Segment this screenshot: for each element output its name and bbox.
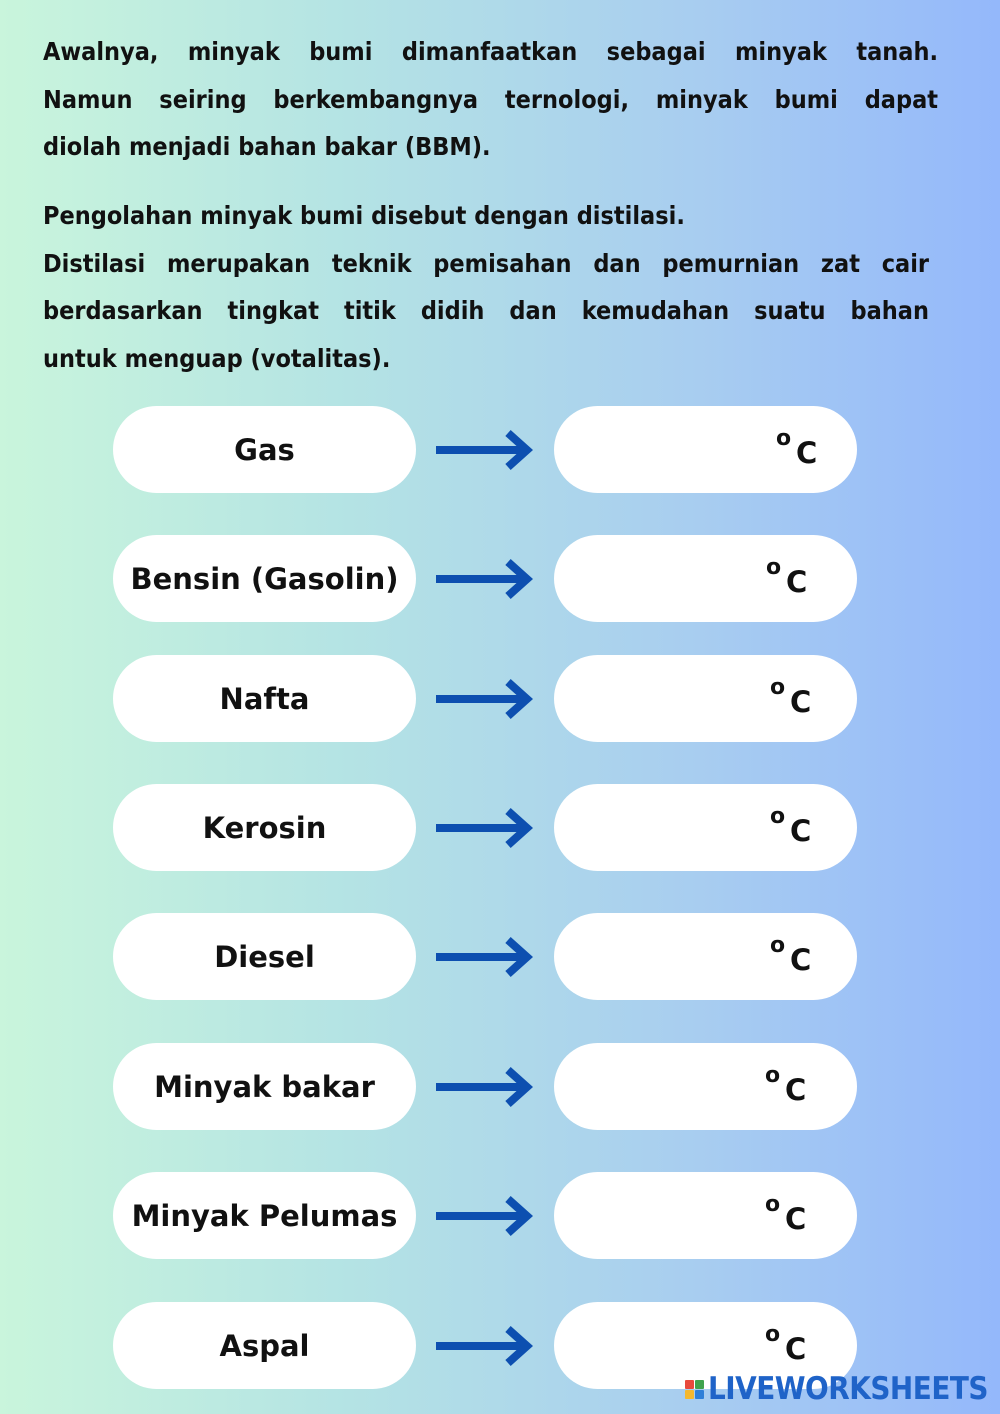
celsius-letter: C	[790, 685, 812, 719]
temperature-answer-box[interactable]	[554, 1172, 857, 1259]
fraction-name-pill	[113, 535, 416, 622]
fraction-name-pill	[113, 913, 416, 1000]
temperature-answer-box[interactable]	[554, 535, 857, 622]
fraction-name: Kerosin	[202, 810, 327, 845]
arrow-right-icon	[434, 557, 534, 601]
celsius-letter: C	[785, 1332, 807, 1366]
fraction-name-pill	[113, 784, 416, 871]
logo-grid-icon	[685, 1380, 704, 1399]
degree-symbol: o	[765, 1322, 781, 1347]
degree-symbol: o	[770, 804, 786, 829]
temperature-answer-box[interactable]	[554, 406, 857, 493]
fraction-name: Bensin (Gasolin)	[130, 561, 399, 596]
degree-symbol: o	[765, 1063, 781, 1088]
fraction-row	[0, 784, 1000, 872]
arrow-right-icon	[434, 677, 534, 721]
arrow-right-icon	[434, 806, 534, 850]
celsius-letter: C	[790, 814, 812, 848]
intro-paragraph-2	[43, 192, 929, 382]
distillation-heading: Pengolahan minyak bumi disebut dengan distilasi.	[43, 201, 685, 230]
fraction-name-pill	[113, 1302, 416, 1389]
fraction-row	[0, 913, 1000, 1001]
intro-line: untuk menguap (votalitas).	[43, 343, 391, 373]
logo-text: LIVEWORKSHEETS	[707, 1371, 988, 1407]
liveworksheets-logo	[685, 1371, 988, 1407]
celsius-letter: C	[786, 565, 808, 599]
fraction-row	[0, 655, 1000, 743]
celsius-letter: C	[785, 1202, 807, 1236]
intro-line: Namun seiring berkembangnya ternologi, minyak bumi dapat	[43, 84, 938, 114]
fraction-name: Aspal	[219, 1328, 310, 1363]
fraction-name: Nafta	[219, 681, 310, 716]
fraction-name-pill	[113, 655, 416, 742]
celsius-letter: C	[790, 943, 812, 977]
intro-line: berdasarkan tingkat titik didih dan kemudahan suatu bahan	[43, 296, 929, 325]
fraction-row	[0, 535, 1000, 623]
intro-paragraph-1	[43, 28, 938, 171]
fraction-row	[0, 1043, 1000, 1131]
temperature-answer-box[interactable]	[554, 784, 857, 871]
degree-symbol: o	[770, 933, 786, 958]
fraction-name: Diesel	[214, 939, 315, 974]
fraction-name: Minyak Pelumas	[131, 1198, 398, 1233]
arrow-right-icon	[434, 428, 534, 472]
temperature-answer-box[interactable]	[554, 1043, 857, 1130]
intro-line: Awalnya, minyak bumi dimanfaatkan sebagai minyak tanah.	[43, 37, 938, 66]
celsius-letter: C	[796, 436, 818, 470]
degree-symbol: o	[766, 555, 782, 580]
degree-symbol: o	[770, 675, 786, 700]
intro-line: Distilasi merupakan teknik pemisahan dan pemurnian zat cair	[43, 248, 929, 278]
intro-line: diolah menjadi bahan bakar (BBM).	[43, 132, 491, 161]
fraction-row	[0, 1172, 1000, 1260]
degree-symbol: o	[776, 426, 792, 451]
temperature-answer-box[interactable]	[554, 913, 857, 1000]
degree-symbol: o	[765, 1192, 781, 1217]
fraction-name-pill	[113, 1043, 416, 1130]
fraction-row	[0, 406, 1000, 494]
fraction-name-pill	[113, 406, 416, 493]
celsius-letter: C	[785, 1073, 807, 1107]
temperature-answer-box[interactable]	[554, 655, 857, 742]
arrow-right-icon	[434, 1324, 534, 1368]
fraction-name-pill	[113, 1172, 416, 1259]
arrow-right-icon	[434, 1194, 534, 1238]
fraction-name: Minyak bakar	[154, 1069, 375, 1104]
arrow-right-icon	[434, 1065, 534, 1109]
fraction-name: Gas	[234, 432, 295, 467]
arrow-right-icon	[434, 935, 534, 979]
